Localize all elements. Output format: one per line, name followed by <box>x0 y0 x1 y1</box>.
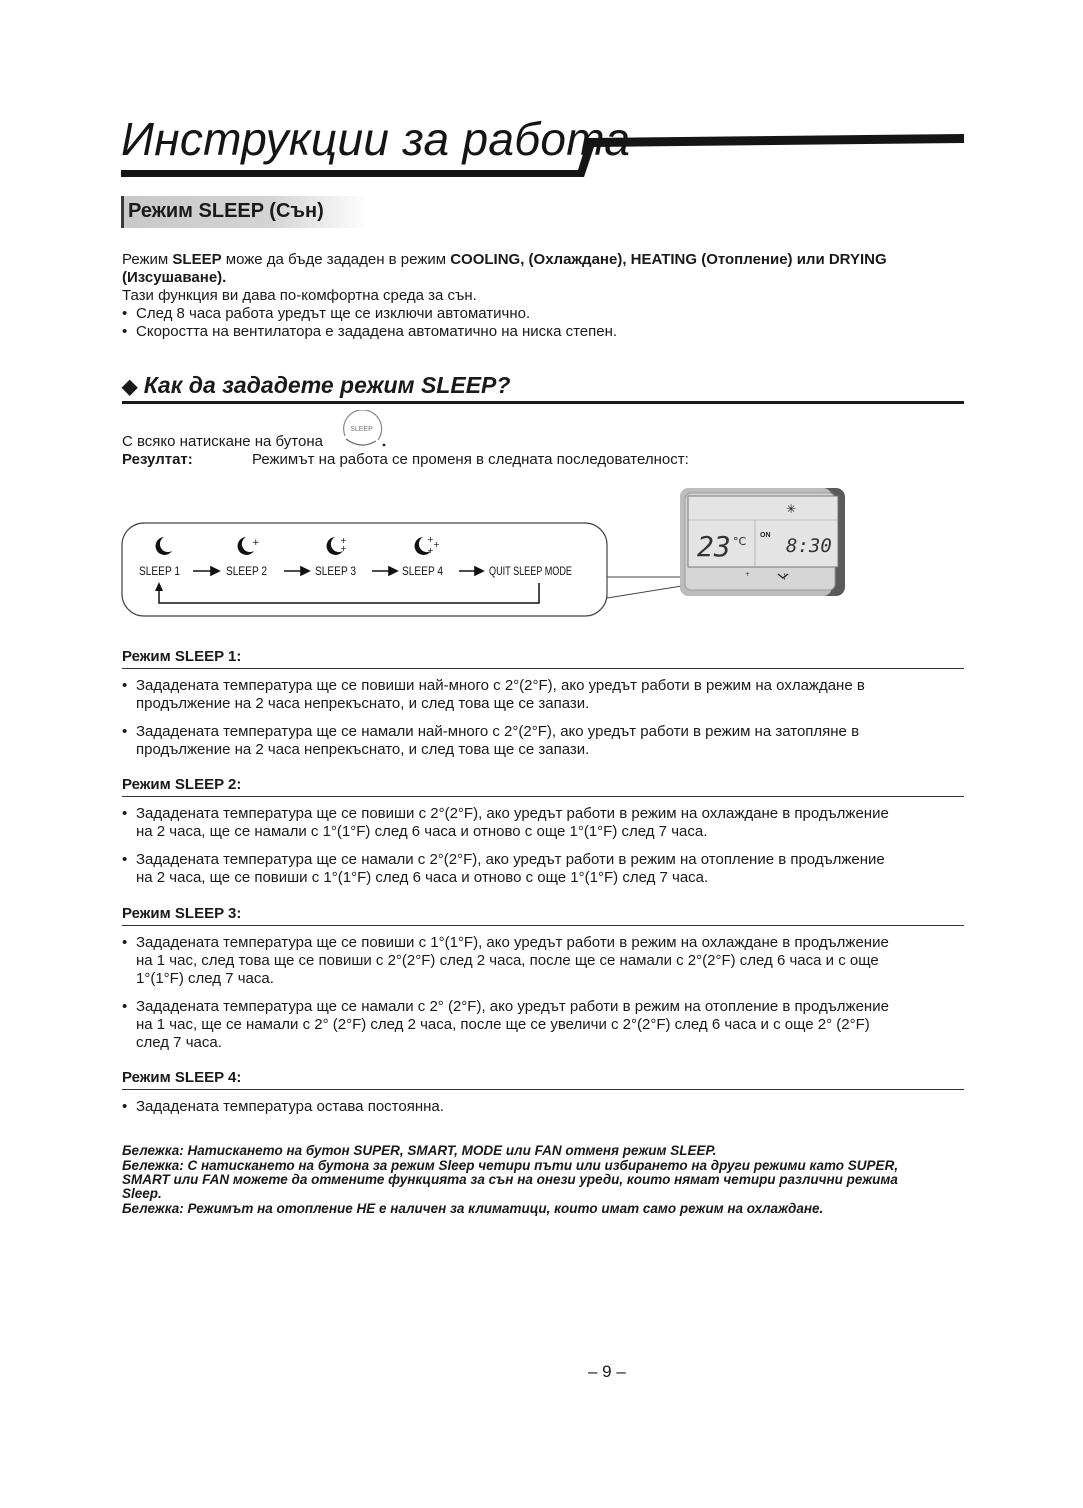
note-line: Бележка: Натискането на бутон SUPER, SMART, MODE или FAN отменя режим SLEEP. <box>122 1143 717 1158</box>
mode-bullet-line <box>136 869 708 887</box>
mode-bullet-line <box>136 1016 870 1034</box>
intro-bullet-text: След 8 часа работа уредът ще се изключи автоматично. <box>136 305 531 322</box>
step-label-sleep-3: SLEEP 3 <box>315 564 357 578</box>
mode-bullet-line <box>136 970 274 988</box>
display-on-label: ON <box>760 532 771 539</box>
step-label-sleep-2: SLEEP 2 <box>226 564 268 578</box>
mode-bullet-line <box>122 677 865 695</box>
mode-bullet-line <box>136 952 879 970</box>
sleep-sequence-diagram <box>0 0 1083 640</box>
note-line: Бележка: С натискането на бутона за режим Sleep четири пъти или избирането на други режими като SUPER, <box>122 1158 899 1173</box>
fan-icon: ⁝ <box>783 572 787 583</box>
mode-bullet-text: 1°(1°F) след 7 часа. <box>136 970 274 987</box>
step-label-sleep-1: SLEEP 1 <box>139 564 181 578</box>
display-temperature: 23 <box>697 530 731 563</box>
svg-text:+: + <box>340 544 347 553</box>
note-line: SMART или FAN можете да отмените функцията за сън на онези уреди, които нямат четири различни режима <box>122 1172 898 1187</box>
sun-icon: ✳ <box>785 502 797 516</box>
howto-title: Как да зададете режим SLEEP? <box>143 372 511 398</box>
mode-bullet-line <box>122 805 889 823</box>
svg-text:+: + <box>252 538 260 548</box>
result-text: Режимът на работа се променя в следната последователност: <box>252 451 689 468</box>
mode-bullet-line <box>122 851 885 869</box>
mode-rule <box>122 925 964 926</box>
svg-text:+: + <box>433 540 440 549</box>
intro-bold: COOLING, (Охлаждане), HEATING (Отопление) или DRYING <box>450 251 887 268</box>
section-title: Режим SLEEP (Сън) <box>128 200 324 222</box>
bullet-dot: • <box>122 851 128 868</box>
diamond-icon: ◆ <box>122 376 138 398</box>
bullet-dot: • <box>122 723 128 740</box>
mode-bullet-text: на 1 час, ще се намали с 2° (2°F) след 2 часа, после ще се увеличи с 2°(2°F) след 6 часа и с още 2° (2°F) <box>136 1016 870 1033</box>
mode-bullet-text: Зададената температура ще се повиши с 1°(1°F), ако уредът работи в режим на охлаждане в продължение <box>136 934 889 951</box>
svg-text:+: + <box>427 546 434 555</box>
bullet-dot: • <box>122 934 128 951</box>
mode-bullet-line <box>122 934 889 952</box>
remote-display <box>680 488 845 596</box>
display-unit: °C <box>733 535 747 548</box>
bullet-dot: • <box>122 677 128 694</box>
mode-bullet-text: Зададената температура ще се намали с 2° (2°F), ако уредът работи в режим на отопление в продължение <box>136 998 889 1015</box>
mode-bullet-line <box>122 1098 444 1116</box>
mode-bullet-text: Зададената температура ще се намали с 2°(2°F), ако уредът работи в режим на отопление в продължение <box>136 851 885 868</box>
intro-bullet: • Скоростта на вентилатора е зададена автоматично на ниска степен. <box>122 323 618 340</box>
mode-title: Режим SLEEP 3: <box>122 905 242 922</box>
svg-text:+: + <box>427 535 434 544</box>
mode-rule <box>122 796 964 797</box>
mode-bullet-text: Зададената температура ще се намали най-много с 2°(2°F), ако уредът работи в режим на затопляне в <box>136 723 860 740</box>
note-line: Бележка: Режимът на отопление НЕ е наличен за климатици, които имат само режим на охлаждане. <box>122 1201 824 1216</box>
intro-bold: SLEEP <box>172 251 222 268</box>
mode-bullet-line <box>136 1034 222 1052</box>
mode-bullet-text: Зададената температура ще се повиши най-много с 2°(2°F), ако уредът работи в режим на охлаждане в <box>136 677 865 694</box>
intro-line-3: Тази функция ви дава по-комфортна среда за сън. <box>122 287 477 304</box>
display-time: 8:30 <box>786 535 832 557</box>
mode-title: Режим SLEEP 2: <box>122 776 242 793</box>
bullet-dot: • <box>122 1098 128 1115</box>
mode-bullet-text: на 1 час, след това ще се повиши с 2°(2°F) след 2 часа, после ще се намали с 2°(2°F) след 6 часа и с още <box>136 952 879 969</box>
intro-text: може да бъде зададен в режим <box>221 251 451 268</box>
mode-bullet-line <box>122 723 859 741</box>
press-text: С всяко натискане на бутона <box>122 433 323 450</box>
intro-bullet-text: Скоростта на вентилатора е зададена автоматично на ниска степен. <box>136 323 618 340</box>
result-label: Резултат: <box>122 451 193 468</box>
mode-bullet-text: след 7 часа. <box>136 1034 222 1051</box>
svg-text:+: + <box>340 536 347 545</box>
mode-rule <box>122 1089 964 1090</box>
mode-bullet-line <box>136 823 707 841</box>
mode-bullet-text: на 2 часа, ще се намали с 1°(1°F) след 6 часа и отново с още 1°(1°F) след 7 часа. <box>136 823 708 840</box>
mode-title: Режим SLEEP 4: <box>122 1069 242 1086</box>
step-label-sleep-4: SLEEP 4 <box>402 564 444 578</box>
mode-bullet-text: продължение на 2 часа непрекъснато, и след това ще се запази. <box>136 695 590 712</box>
bullet-dot: • <box>122 805 128 822</box>
mode-bullet-text: Зададената температура остава постоянна. <box>136 1098 444 1115</box>
intro-line-2: (Изсушаване). <box>122 269 227 286</box>
page-title: Инструкции за работа <box>121 113 631 165</box>
page-number: – 9 – <box>588 1362 626 1381</box>
step-label-quit: QUIT SLEEP MODE <box>489 564 572 578</box>
mode-bullet-line <box>122 998 889 1016</box>
mode-bullet-text: Зададената температура ще се повиши с 2°(2°F), ако уредът работи в режим на охлаждане в продължение <box>136 805 889 822</box>
note-line: Sleep. <box>122 1186 162 1201</box>
intro-bullet: • След 8 часа работа уредът ще се изключи автоматично. <box>122 305 531 322</box>
svg-text:+: + <box>745 571 751 578</box>
mode-bullet-line <box>136 695 589 713</box>
intro-text: Режим <box>122 251 173 268</box>
sleep-button-label: SLEEP <box>350 426 373 433</box>
mode-rule <box>122 668 964 669</box>
bullet-dot: • <box>122 998 128 1015</box>
mode-bullet-line <box>136 741 589 759</box>
mode-bullet-text: на 2 часа, ще се повиши с 1°(1°F) след 6 часа и отново с още 1°(1°F) след 7 часа. <box>136 869 709 886</box>
mode-bullet-text: продължение на 2 часа непрекъснато, и след това ще се запази. <box>136 741 590 758</box>
mode-title: Режим SLEEP 1: <box>122 648 242 665</box>
